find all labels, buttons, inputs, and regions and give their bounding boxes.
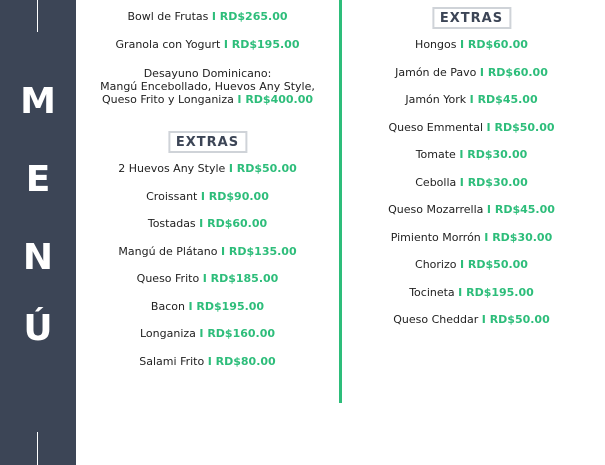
menu-item — [78, 246, 337, 258]
item-name: Granola con Yogurt — [115, 38, 221, 51]
menu-item — [78, 191, 337, 203]
item-name: Mangú de Plátano — [118, 245, 218, 258]
item-price: I RD$60.00 — [459, 38, 528, 51]
item-name: Pimiento Morrón — [390, 231, 481, 244]
menu-item — [344, 314, 599, 326]
item-price: I RD$30.00 — [459, 148, 528, 161]
item-price: I RD$45.00 — [469, 93, 538, 106]
menu-item — [344, 67, 599, 79]
menu-item — [78, 328, 337, 340]
item-name: Queso Mozarrella — [388, 203, 484, 216]
menu-item — [78, 273, 337, 285]
item-name: Queso Cheddar — [393, 313, 479, 326]
item-name: Cebolla — [415, 176, 457, 189]
item-price: I RD$195.00 — [458, 286, 534, 299]
extras-heading: EXTRAS — [432, 7, 511, 29]
sidebar-top-line — [37, 0, 38, 32]
item-name: Longaniza — [139, 327, 196, 340]
item-name: Croissant — [146, 190, 198, 203]
item-price: I RD$160.00 — [199, 327, 276, 340]
sidebar-bottom-line — [37, 432, 38, 465]
item-price: I RD$50.00 — [481, 313, 550, 326]
menu-item — [344, 287, 599, 299]
item-price: I RD$30.00 — [459, 176, 528, 189]
item-name: Salami Frito — [139, 355, 205, 368]
menu-item — [78, 356, 337, 368]
item-name: Chorizo — [415, 258, 457, 271]
item-price: I RD$50.00 — [459, 258, 528, 271]
menu-item-desayuno — [78, 67, 337, 106]
desayuno-title: Desayuno Dominicano: — [143, 67, 272, 80]
item-name: Jamón de Pavo — [395, 66, 477, 79]
item-name: 2 Huevos Any Style — [118, 162, 226, 175]
item-price: I RD$400.00 — [237, 93, 314, 106]
item-price: I RD$50.00 — [486, 121, 555, 134]
menu-item — [78, 11, 337, 23]
menu-item — [344, 149, 599, 161]
desayuno-description-end: Queso Frito y Longaniza — [101, 93, 234, 106]
menu-item — [344, 122, 599, 134]
sidebar-letter-m: M — [20, 81, 56, 122]
item-price: I RD$265.00 — [211, 10, 288, 23]
menu-item — [344, 259, 599, 271]
menu-item — [78, 39, 337, 51]
menu-item — [78, 163, 337, 175]
menu-item — [344, 94, 599, 106]
sidebar-letter-e: E — [25, 159, 51, 200]
item-price: I RD$185.00 — [202, 272, 279, 285]
item-name: Tocineta — [409, 286, 455, 299]
item-price: I RD$60.00 — [479, 66, 548, 79]
item-price: I RD$195.00 — [223, 38, 300, 51]
item-price: I RD$135.00 — [220, 245, 297, 258]
sidebar-letter-u: Ú — [23, 308, 53, 349]
item-name: Queso Emmental — [388, 121, 484, 134]
item-name: Bacon — [150, 300, 185, 313]
column-divider — [339, 0, 342, 403]
item-name: Tomate — [415, 148, 456, 161]
item-price: I RD$30.00 — [484, 231, 553, 244]
item-price: I RD$195.00 — [188, 300, 265, 313]
menu-item — [78, 218, 337, 230]
item-name: Queso Frito — [136, 272, 200, 285]
item-name: Jamón York — [405, 93, 467, 106]
desayuno-description: Mangú Encebollado, Huevos Any Style, — [100, 80, 315, 93]
menu-item — [344, 39, 599, 51]
menu-item — [344, 177, 599, 189]
item-name: Hongos — [415, 38, 457, 51]
extras-heading: EXTRAS — [168, 131, 247, 153]
item-price: I RD$60.00 — [199, 217, 268, 230]
item-name: Tostadas — [147, 217, 196, 230]
item-price: I RD$50.00 — [228, 162, 297, 175]
menu-sidebar — [0, 0, 76, 465]
item-name: Bowl de Frutas — [127, 10, 209, 23]
menu-item — [344, 232, 599, 244]
menu-item — [344, 204, 599, 216]
sidebar-letter-n: N — [22, 237, 54, 278]
item-price: I RD$90.00 — [200, 190, 269, 203]
item-price: I RD$80.00 — [207, 355, 276, 368]
menu-item — [78, 301, 337, 313]
item-price: I RD$45.00 — [486, 203, 555, 216]
